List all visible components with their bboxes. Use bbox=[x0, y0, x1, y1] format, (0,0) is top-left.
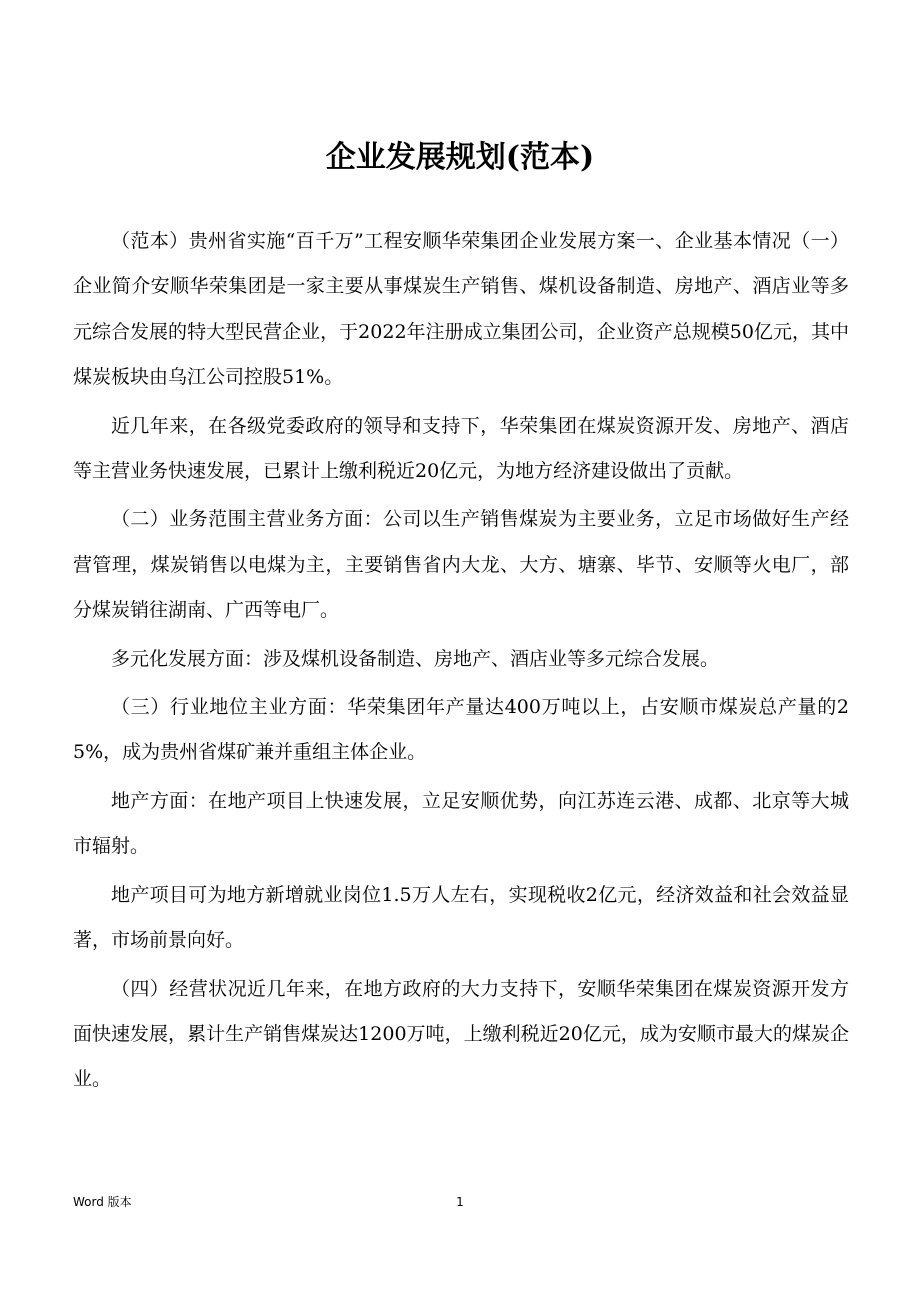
document-body bbox=[73, 219, 849, 1106]
paragraph: （三）行业地位主业方面：华荣集团年产量达400万吨以上，占安顺市煤炭总产量的25%，成为贵州省煤矿兼并重组主体企业。 bbox=[73, 696, 849, 764]
paragraph: （四）经营状况近几年来，在地方政府的大力支持下，安顺华荣集团在煤炭资源开发方面快速发展，累计生产销售煤炭达1200万吨，上缴利税近20亿元，成为安顺市最大的煤炭企业。 bbox=[73, 977, 849, 1091]
paragraph: （二）业务范围主营业务方面：公司以生产销售煤炭为主要业务，立足市场做好生产经营管理，煤炭销售以电煤为主，主要销售省内大龙、大方、塘寨、毕节、安顺等火电厂，部分煤炭销往湖南、广西等电厂。 bbox=[73, 508, 849, 622]
document-title: 企业发展规划(范本) bbox=[325, 140, 595, 175]
footer-page-number: 1 bbox=[456, 1195, 464, 1209]
footer-word-version-label: Word 版本 bbox=[73, 1195, 132, 1209]
paragraph: 近几年来，在各级党委政府的领导和支持下，华荣集团在煤炭资源开发、房地产、酒店等主营业务快速发展，已累计上缴利税近20亿元，为地方经济建设做出了贡献。 bbox=[73, 414, 849, 483]
paragraph: 多元化发展方面：涉及煤机设备制造、房地产、酒店业等多元综合发展。 bbox=[111, 647, 720, 670]
paragraph: 地产项目可为地方新增就业岗位1.5万人左右，实现税收2亿元，经济效益和社会效益显著，市场前景向好。 bbox=[73, 883, 849, 952]
paragraph: 地产方面：在地产项目上快速发展，立足安顺优势，向江苏连云港、成都、北京等大城市辐射。 bbox=[73, 789, 849, 858]
paragraph: （范本）贵州省实施“百千万”工程安顺华荣集团企业发展方案一、企业基本情况（一）企业简介安顺华荣集团是一家主要从事煤炭生产销售、煤机设备制造、房地产、酒店业等多元综合发展的特大型民营企业，于2022年注册成立集团公司，企业资产总规模50亿元，其中煤炭板块由乌江公司控股51%。 bbox=[73, 230, 849, 389]
